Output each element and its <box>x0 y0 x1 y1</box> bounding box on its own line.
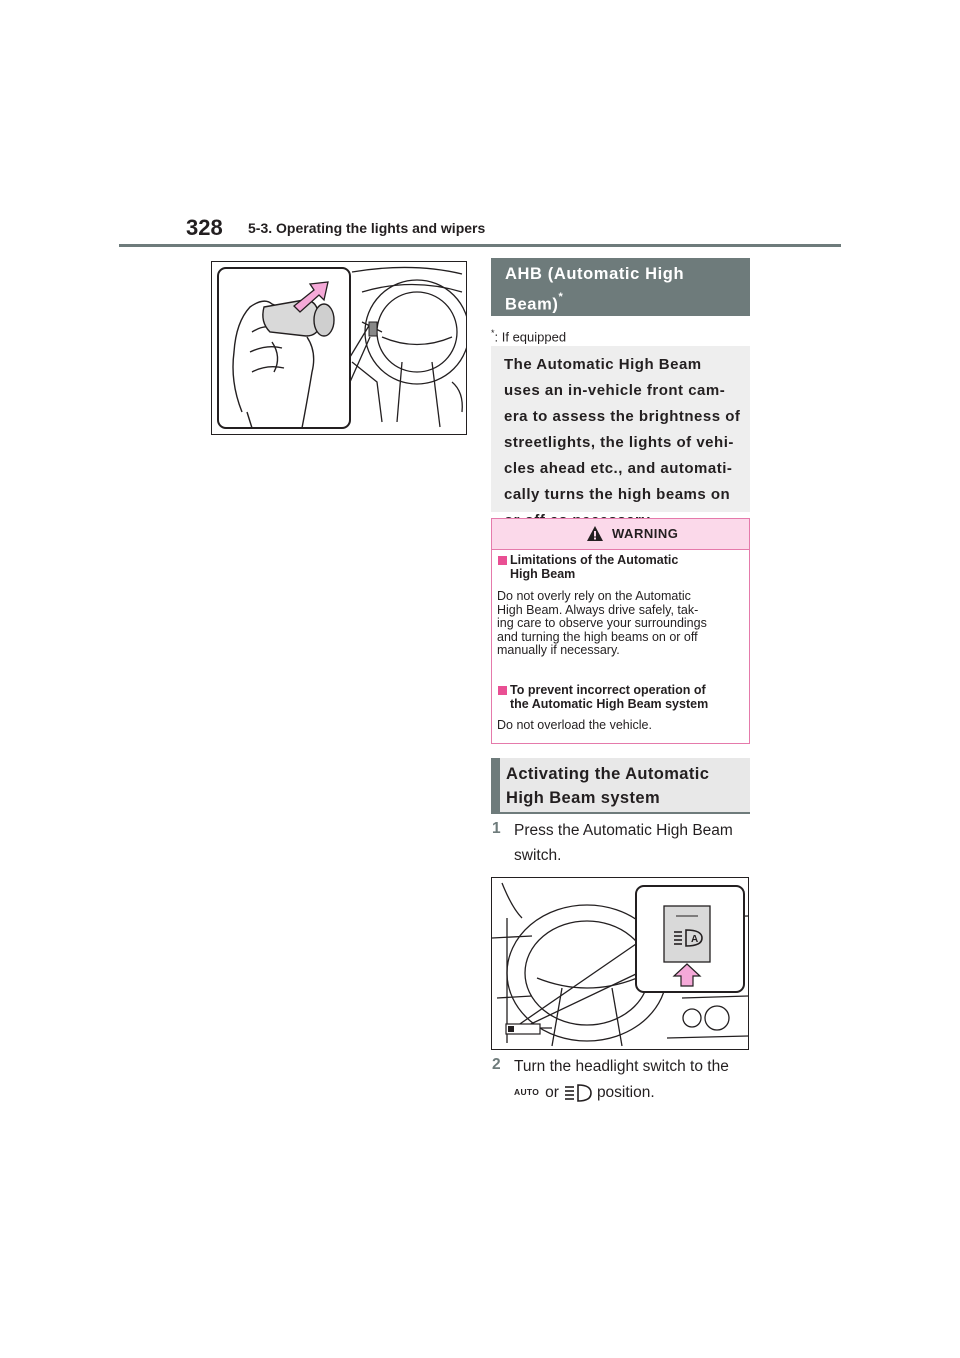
lever-hand-drawing <box>212 262 466 434</box>
step-1-text: Press the Automatic High Beam switch. <box>514 822 733 864</box>
footnote-text: : If equipped <box>494 329 567 345</box>
warning-label: WARNING <box>612 526 679 541</box>
lever-illustration <box>211 261 467 435</box>
warning-item-heading: Limitations of the Automatic High Beam <box>510 553 679 581</box>
activating-section-title <box>491 758 750 813</box>
warning-item-body: Do not overly rely on the Automatic High Beam. Always drive safely, tak- ing care to observe your surroundings and turning the high beams on or off manually if necessary. <box>497 589 707 657</box>
footnote <box>491 328 566 344</box>
headlight-icon <box>563 1083 593 1103</box>
svg-text:A: A <box>691 934 699 945</box>
ahb-title-line2: Beam) <box>505 295 559 314</box>
warning-box <box>491 518 750 744</box>
intro-line: cles ahead etc., and automati- <box>504 460 733 477</box>
warning-header <box>492 519 749 550</box>
step-2-or: or <box>545 1084 559 1101</box>
step-2-position: position. <box>596 1084 655 1101</box>
ahb-section-title <box>491 258 750 316</box>
step-1-number: 1 <box>492 820 501 837</box>
activating-title-line2: High Beam system <box>506 789 661 807</box>
ahb-switch-illustration <box>491 877 749 1050</box>
warning-item-body: Do not overload the vehicle. <box>497 718 652 732</box>
auto-icon: AUTO <box>514 1087 540 1097</box>
intro-box <box>491 346 750 512</box>
intro-line: era to assess the brightness of <box>504 408 741 425</box>
step-2-number: 2 <box>492 1056 501 1073</box>
activating-rule <box>491 812 750 814</box>
ahb-switch-drawing <box>492 878 748 1049</box>
warning-bullet-square <box>498 556 507 565</box>
intro-line: cally turns the high beams on <box>504 486 731 503</box>
ahb-title-asterisk: * <box>558 291 564 303</box>
intro-line: uses an in-vehicle front cam- <box>504 382 726 399</box>
step-2-position-line <box>514 1080 655 1105</box>
footnote-asterisk: * <box>491 328 495 338</box>
page-number: 328 <box>186 215 223 240</box>
step-2-text: Turn the headlight switch to the <box>514 1058 729 1075</box>
warning-item-heading: To prevent incorrect operation of the Automatic High Beam system <box>510 683 709 711</box>
activating-title-line1: Activating the Automatic <box>506 765 710 783</box>
intro-line: The Automatic High Beam <box>504 356 702 373</box>
section-title: 5-3. Operating the lights and wipers <box>248 220 486 236</box>
header-rule <box>119 244 841 247</box>
ahb-title-line1: AHB (Automatic High <box>505 265 685 283</box>
warning-triangle-icon <box>586 525 604 542</box>
intro-line: streetlights, the lights of vehi- <box>504 434 734 451</box>
warning-bullet-square <box>498 686 507 695</box>
